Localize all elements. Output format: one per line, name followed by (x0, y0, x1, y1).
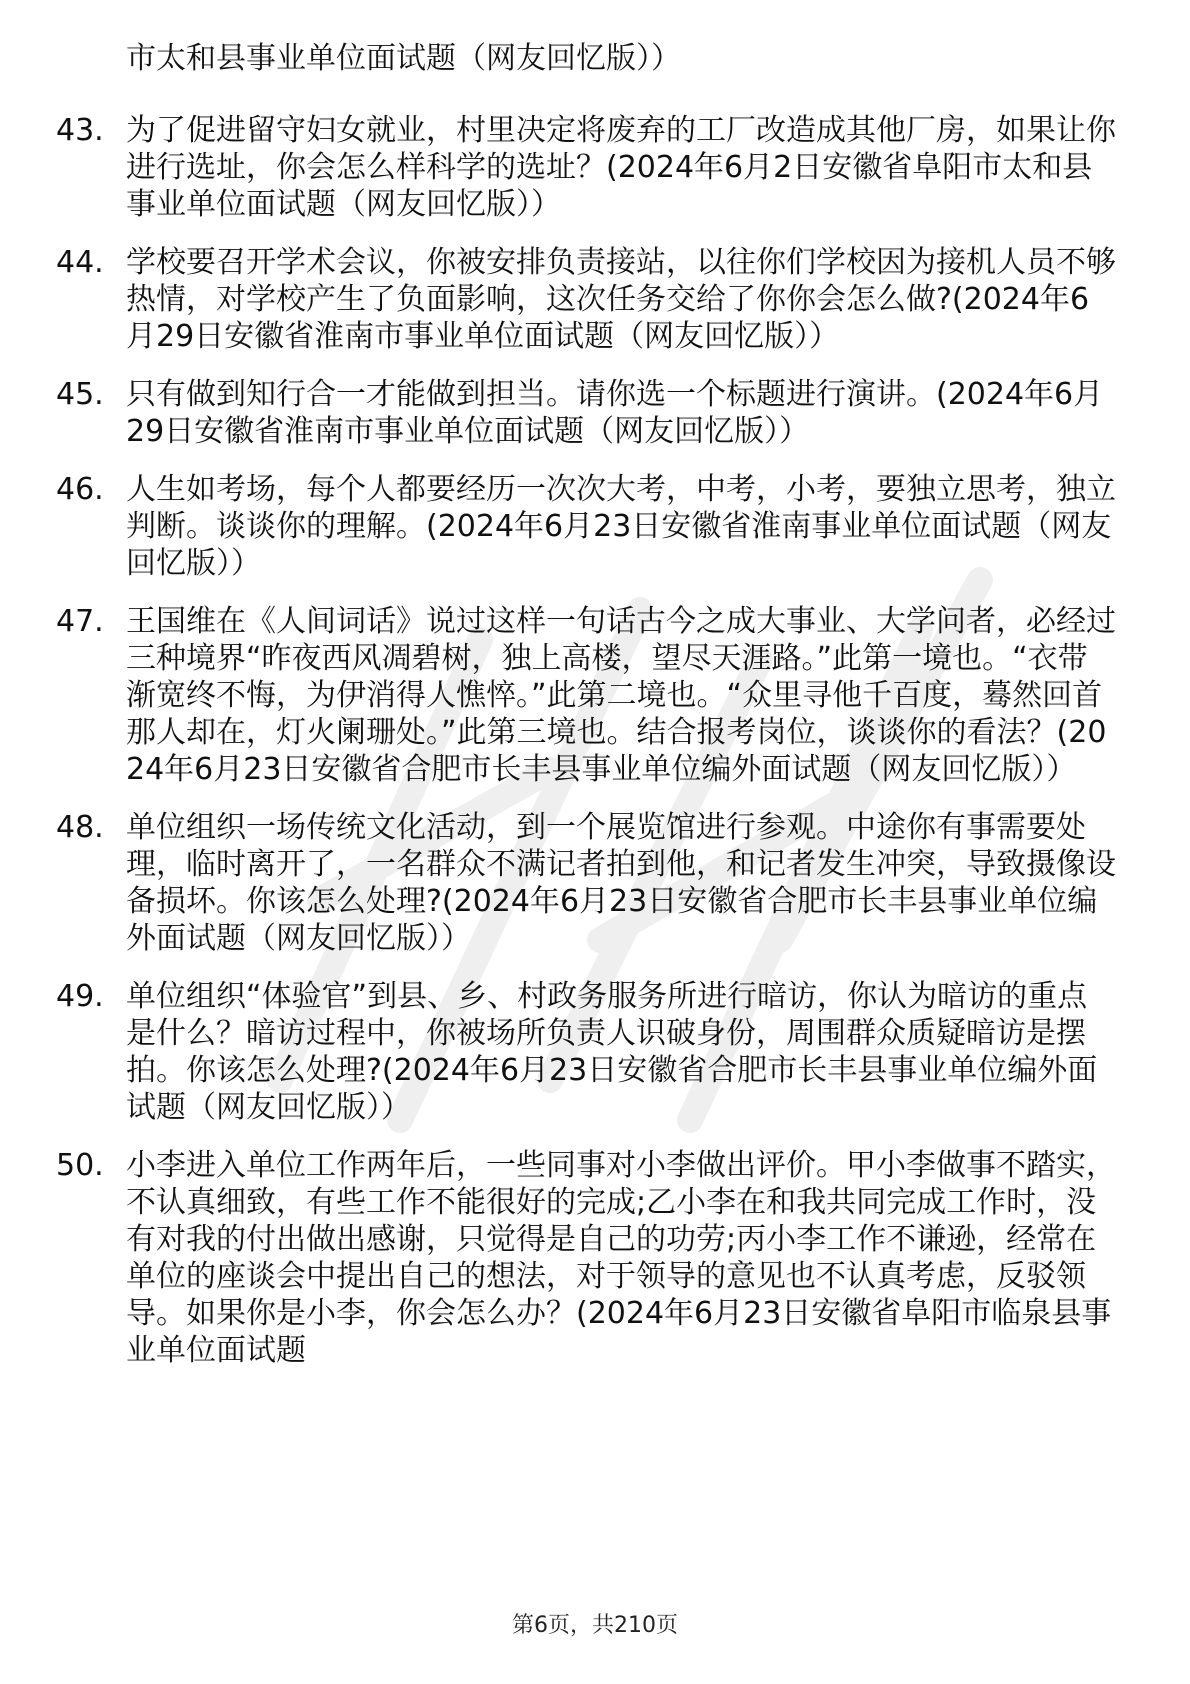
question-number: 50. (56, 1148, 104, 1183)
question-text: 单位组织一场传统文化活动，到一个展览馆进行参观。中途你有事需要处理，临时离开了，一名群众不满记者拍到他，和记者发生冲突，导致摄像设备损坏。你该怎么处理?(2024年6月23日安徽省合肥市长丰县事业单位编外面试题（网友回忆版）） (126, 810, 1116, 956)
question-text: 人生如考场，每个人都要经历一次次大考，中考，小考，要独立思考，独立判断。谈谈你的理解。(2024年6月23日安徽省淮南事业单位面试题（网友回忆版）） (126, 472, 1116, 581)
question-list (56, 112, 1116, 1390)
question-number: 49. (56, 979, 104, 1014)
question-item (56, 112, 1116, 223)
continuation-text: 市太和县事业单位面试题（网友回忆版）） (126, 41, 681, 76)
question-text: 学校要召开学术会议，你被安排负责接站，以往你们学校因为接机人员不够热情，对学校产生了负面影响，这次任务交给了你你会怎么做?(2024年6月29日安徽省淮南市事业单位面试题（网友回忆版）） (126, 245, 1116, 354)
question-item (56, 1147, 1116, 1369)
question-item (56, 376, 1116, 450)
question-item (56, 244, 1116, 355)
question-item (56, 809, 1116, 957)
question-text: 王国维在《人间词话》说过这样一句话古今之成大事业、大学问者，必经过三种境界“昨夜西风凋碧树，独上高楼，望尽天涯路。”此第一境也。“衣带渐宽终不悔，为伊消得人憔悴。”此第二境也。“众里寻他千百度，蓦然回首那人却在，灯火阑珊处。”此第三境也。结合报考岗位，谈谈你的看法？(2024年6月23日安徽省合肥市长丰县事业单位编外面试题（网友回忆版）） (126, 604, 1116, 787)
question-item (56, 603, 1116, 788)
question-text: 为了促进留守妇女就业，村里决定将废弃的工厂改造成其他厂房，如果让你进行选址，你会怎么样科学的选址？(2024年6月2日安徽省阜阳市太和县事业单位面试题（网友回忆版）） (126, 113, 1116, 222)
question-number: 45. (56, 377, 104, 412)
question-number: 46. (56, 472, 104, 507)
question-number: 43. (56, 113, 104, 148)
question-text: 只有做到知行合一才能做到担当。请你选一个标题进行演讲。(2024年6月29日安徽省淮南市事业单位面试题（网友回忆版）） (126, 377, 1104, 449)
question-number: 48. (56, 810, 104, 845)
question-number: 47. (56, 604, 104, 639)
question-item (56, 978, 1116, 1126)
question-text: 单位组织“体验官”到县、乡、村政务服务所进行暗访，你认为暗访的重点是什么？暗访过程中，你被场所负责人识破身份，周围群众质疑暗访是摆拍。你该怎么处理?(2024年6月23日安徽省合肥市长丰县事业单位编外面试题（网友回忆版）） (126, 979, 1098, 1125)
page-footer: 第6页，共210页 (512, 1613, 678, 1638)
question-item (56, 471, 1116, 582)
question-text: 小李进入单位工作两年后，一些同事对小李做出评价。甲小李做事不踏实，不认真细致，有些工作不能很好的完成;乙小李在和我共同完成工作时，没有对我的付出做出感谢，只觉得是自己的功劳;丙小李工作不谦逊，经常在单位的座谈会中提出自己的想法，对于领导的意见也不认真考虑，反驳领导。如果你是小李，你会怎么办？(2024年6月23日安徽省阜阳市临泉县事业单位面试题 (126, 1148, 1116, 1368)
question-number: 44. (56, 245, 104, 280)
